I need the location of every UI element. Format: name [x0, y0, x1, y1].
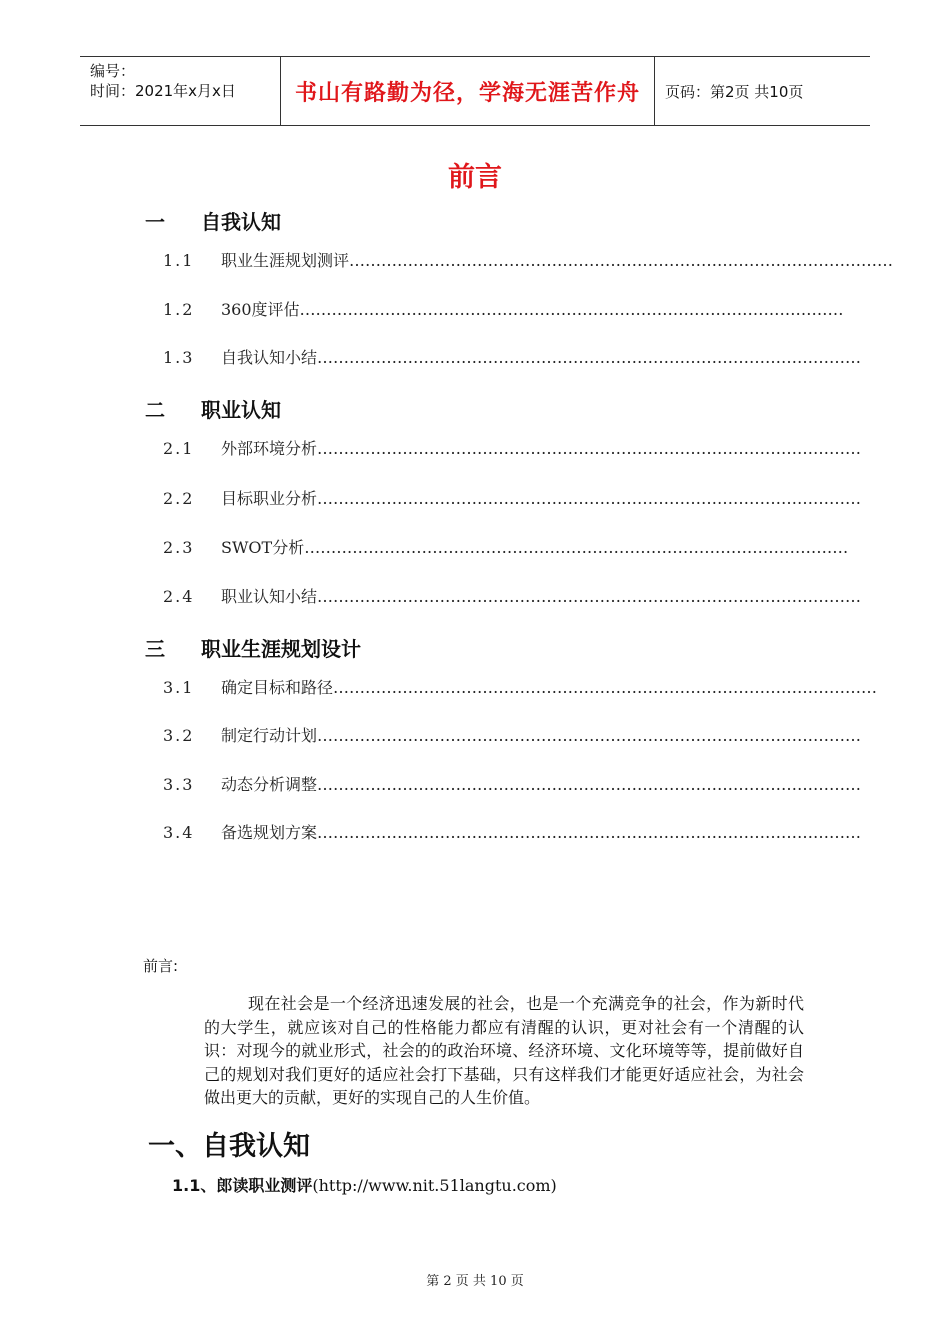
toc-chapter-number: 二: [145, 398, 165, 422]
header-meta: [80, 57, 281, 125]
toc-item-text: 制定行动计划: [221, 726, 318, 745]
toc-item-text: 职业生涯规划测评: [221, 251, 350, 270]
toc-chapter[interactable]: [145, 206, 281, 235]
toc-chapter-title: 职业生涯规划设计: [201, 637, 361, 661]
toc-item-text: 职业认知小结: [221, 587, 318, 606]
subsection-title: 1.1、郎读职业测评: [172, 1176, 313, 1195]
toc-item[interactable]: [163, 772, 862, 795]
toc-item-text: 目标职业分析: [221, 489, 318, 508]
toc-item-number: 2.1: [163, 439, 195, 458]
header-number: 编号：: [90, 62, 136, 80]
toc-leader: …………………………………………………………………………………………: [299, 300, 844, 319]
toc-item-text: 360度评估: [221, 300, 300, 319]
toc-item[interactable]: [163, 584, 862, 607]
toc-item-number: 2.2: [163, 489, 195, 508]
toc-item-text: 备选规划方案: [221, 823, 318, 842]
preface-label: 前言:: [143, 957, 179, 975]
subsection-link[interactable]: (http://www.nit.51langtu.com): [312, 1176, 557, 1195]
toc-item-number: 3.2: [163, 726, 195, 745]
section-heading: 一、自我认知: [148, 1131, 310, 1162]
header-motto-cell: [281, 57, 655, 125]
toc-item-number: 1.1: [163, 251, 195, 270]
toc-item-number: 1.3: [163, 348, 195, 367]
toc-item-text: 自我认知小结: [221, 348, 318, 367]
toc-chapter[interactable]: [145, 394, 281, 423]
toc-item[interactable]: [163, 436, 862, 459]
toc-item[interactable]: [163, 675, 878, 698]
toc-item-number: 3.4: [163, 823, 195, 842]
toc-leader: …………………………………………………………………………………………: [317, 587, 862, 606]
toc-item-text: 确定目标和路径: [221, 678, 334, 697]
toc-chapter[interactable]: [145, 633, 361, 662]
toc-item[interactable]: [163, 820, 862, 843]
toc-chapter-number: 三: [145, 637, 165, 661]
toc-leader: …………………………………………………………………………………………: [317, 439, 862, 458]
toc-item[interactable]: [163, 345, 862, 368]
page-header: [80, 56, 870, 126]
toc-leader: …………………………………………………………………………………………: [304, 538, 849, 557]
toc-item-text: 动态分析调整: [221, 775, 318, 794]
toc-item-number: 2.4: [163, 587, 195, 606]
preface-body: 现在社会是一个经济迅速发展的社会，也是一个充满竞争的社会，作为新时代的大学生，就应该对自己的性格能力都应有清醒的认识，更对社会有一个清醒的认识：对现今的就业形式，社会的的政治环境、经济环境、文化环境等等，提前做好自己的规划对我们更好的适应社会打下基础，只有这样我们才能更好适应社会，为社会做出更大的贡献，更好的实现自己的人生价值。: [204, 994, 804, 1107]
toc-leader: …………………………………………………………………………………………: [349, 251, 894, 270]
toc-item[interactable]: [163, 535, 849, 558]
header-page-cell: [655, 57, 870, 125]
toc-item-number: 3.1: [163, 678, 195, 697]
toc-item-text: 外部环境分析: [221, 439, 318, 458]
header-page-number: 页码：第2页 共10页: [665, 82, 804, 101]
toc-title: 前言: [448, 162, 502, 193]
toc-leader: …………………………………………………………………………………………: [317, 726, 862, 745]
toc-item-number: 3.3: [163, 775, 195, 794]
header-time: 时间：2021年x月x日: [90, 82, 236, 100]
toc-item-number: 2.3: [163, 538, 195, 557]
toc-item[interactable]: [163, 486, 862, 509]
toc-item-number: 1.2: [163, 300, 195, 319]
subsection-heading: [172, 1173, 557, 1196]
toc-leader: …………………………………………………………………………………………: [317, 348, 862, 367]
toc-chapter-title: 职业认知: [201, 398, 281, 422]
toc-chapter-number: 一: [145, 210, 165, 234]
toc-item[interactable]: [163, 297, 844, 320]
toc-leader: …………………………………………………………………………………………: [317, 775, 862, 794]
toc-item-text: SWOT分析: [221, 538, 305, 557]
header-motto: 书山有路勤为径，学海无涯苦作舟: [294, 79, 640, 106]
toc-chapter-title: 自我认知: [201, 210, 281, 234]
page-footer: 第 2 页 共 10 页: [426, 1274, 524, 1289]
toc-leader: …………………………………………………………………………………………: [333, 678, 878, 697]
toc-item[interactable]: [163, 248, 894, 271]
toc-item[interactable]: [163, 723, 862, 746]
toc-leader: …………………………………………………………………………………………: [317, 823, 862, 842]
toc-leader: …………………………………………………………………………………………: [317, 489, 862, 508]
